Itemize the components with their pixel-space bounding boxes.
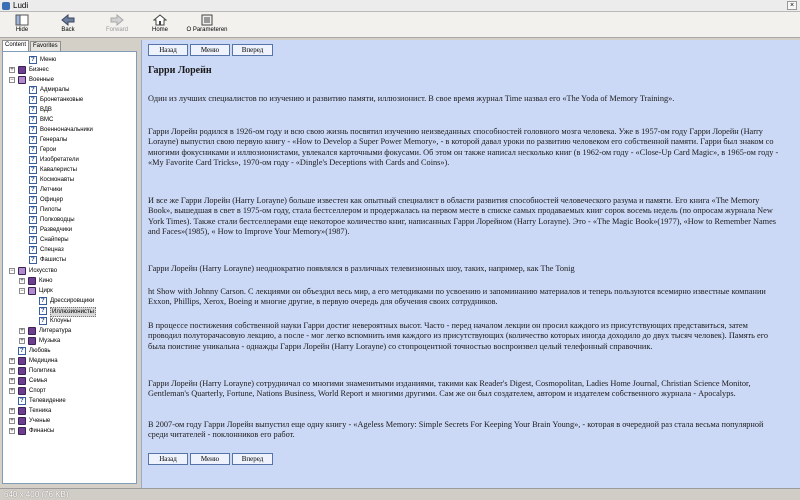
home-icon: [153, 14, 167, 26]
help-page-icon: [39, 297, 47, 305]
help-page-icon: [29, 176, 37, 184]
help-page-icon: [18, 347, 26, 355]
home-label: Home: [151, 27, 168, 33]
expand-icon[interactable]: +: [10, 67, 14, 73]
forward-arrow-icon: [110, 14, 124, 26]
open-book-icon: [28, 287, 36, 295]
nav-forward-button[interactable]: Вперед: [232, 453, 273, 465]
nav-back-button[interactable]: Назад: [148, 453, 188, 465]
window-title: Ludi: [13, 1, 29, 10]
article-paragraph: И все же Гарри Лорейн (Harry Lorayne) больше известен как опытный специалист в области развития способностей человеческого разума и памяти. Его книга «The Memory Book», вышедшая в свет в 1975-ом году, стала бестселлером и продержалась на первом месте в списке самых продаваемых книг сорок восемь недель (по опросам журнала New York Times). Также стали бестселлерами еще некоторое количество книг, написанных Гарри Лорейном (Harry Lorayne). Это - «The Magic Book»(1977), «How to Remember Names and Faces»(1985), « How to Improve Your Memory»(1987).: [148, 196, 777, 236]
parameters-icon: [200, 14, 214, 26]
back-label: Back: [61, 27, 75, 33]
book-icon: [18, 367, 26, 375]
expand-icon[interactable]: +: [10, 428, 14, 434]
forward-button[interactable]: [102, 14, 132, 36]
book-icon: [18, 357, 26, 365]
help-page-icon: [39, 317, 47, 325]
help-page-icon: [29, 116, 37, 124]
book-icon: [18, 377, 26, 385]
status-bar: [0, 488, 800, 500]
nav-back-button[interactable]: Назад: [148, 44, 188, 56]
help-page-icon: [29, 246, 37, 254]
hide-icon: [15, 14, 29, 26]
open-book-icon: [18, 267, 26, 275]
expand-icon[interactable]: +: [10, 418, 14, 424]
help-page-icon: [29, 166, 37, 174]
hide-button[interactable]: [10, 14, 34, 36]
tab-content[interactable]: Content: [2, 40, 29, 51]
open-book-icon: [18, 76, 26, 84]
contents-tree: ? Меню + Бизнес − Военные ? Адмиралы ? Бронетанковые ? ВДВ ? ВМС ? Военноначальники ? Генералы ? Герои ? Изобретатели ? Кавалеристы ? Космонавты ? Летчики ? Офицер ? Пилоты ? Полководцы ? Разведчики ? Снайперы ? Спецназ ? Фашисты − Искусство + Кино − Цирк ? Дрессировщики ? Иллюзионисты ? Клоуны + Литература + Музыка ? Любовь + Медицина + Политика + Семья + Спорт ? Телевидение + Техника + Ученые + Финансы: [2, 51, 137, 484]
help-page-icon: [29, 56, 37, 64]
help-page-icon: [29, 126, 37, 134]
help-page-icon: [29, 256, 37, 264]
home-button[interactable]: [148, 14, 172, 36]
back-button[interactable]: [56, 14, 80, 36]
book-icon: [18, 407, 26, 415]
help-page-icon: [29, 106, 37, 114]
forward-label: Forward: [105, 27, 128, 33]
close-window-button[interactable]: ×: [787, 1, 797, 10]
help-page-icon: [29, 206, 37, 214]
book-icon: [18, 427, 26, 435]
article-paragraph: Гарри Лорейн (Harry Lorayne) неоднократно появлялся в различных телевизионных шоу, таких, например, как The Tonig: [148, 264, 575, 273]
article-title: Гарри Лорейн: [148, 65, 212, 76]
app-icon: [2, 2, 10, 10]
expand-icon[interactable]: +: [10, 368, 14, 374]
hide-label: Hide: [15, 27, 29, 33]
tab-favorites[interactable]: Favorites: [30, 41, 61, 51]
collapse-icon[interactable]: −: [10, 77, 14, 83]
nav-forward-button[interactable]: Вперед: [232, 44, 273, 56]
expand-icon[interactable]: +: [20, 338, 24, 344]
expand-icon[interactable]: +: [10, 408, 14, 414]
help-page-icon: [29, 216, 37, 224]
back-arrow-icon: [61, 14, 75, 26]
toolbar: [0, 12, 800, 38]
book-icon: [28, 327, 36, 335]
title-bar: [0, 0, 800, 12]
nav-menu-button[interactable]: Меню: [190, 453, 230, 465]
help-page-icon: [29, 136, 37, 144]
help-page-icon: [29, 96, 37, 104]
article-paragraph: ht Show with Johnny Carson. С лекциями он объездил весь мир, а его методиками по усвоению и запоминанию материалов и теперь пользуются всемирно известные компании Exxon, Phillips, Xerox, Boeing и многие другие, в первую очередь для обучения своих сотрудников.: [148, 287, 766, 307]
book-icon: [18, 66, 26, 74]
article-paragraph: В 2007-ом году Гарри Лорейн выпустил еще одну книгу - «Ageless Memory: Simple Secrets For Keeping Your Brain Young», - которая в очередной раз стала весьма популярной среди читателей - поклонников его работ.: [148, 420, 764, 440]
article-paragraph: Гарри Лорейн (Harry Lorayne) сотрудничал со многими знаменитыми изданиями, такими как Reader's Digest, Cosmopolitan, Ladies Home Journal, Christian Science Monitor, Gentleman's Quarterly, Fortune, Nations Business, World Report и многими другими. Сам же он был создателем, автором и издателем собственного журнала - Apocalyps.: [148, 379, 751, 399]
book-icon: [28, 277, 36, 285]
help-page-icon: [29, 156, 37, 164]
parameters-button[interactable]: [186, 14, 228, 36]
collapse-icon[interactable]: −: [20, 288, 24, 294]
expand-icon[interactable]: +: [20, 278, 24, 284]
article-paragraph: В процессе постижения собственной науки Гарри достиг невероятных высот. Часто - перед началом лекции он просил каждого из присутствующих представиться, затем проводил полуторачасовую лекцию, а после - мог легко вспомнить имя каждого из присутствующих (количество которых иногда доходило до двух тысяч человек). Память его была поистине уникальна - однажды Гарри Лорейн (Harry Lorayne) со стопроцентной точностью воспроизвел целый телефонный справочник.: [148, 321, 769, 351]
help-page-icon: [18, 397, 26, 405]
help-page-icon: [29, 146, 37, 154]
expand-icon[interactable]: +: [20, 328, 24, 334]
expand-icon[interactable]: +: [10, 388, 14, 394]
expand-icon[interactable]: +: [10, 378, 14, 384]
help-page-icon: [29, 226, 37, 234]
parameters-label: O Parameteren: [186, 27, 228, 33]
nav-menu-button[interactable]: Меню: [190, 44, 230, 56]
book-icon: [18, 417, 26, 425]
book-icon: [18, 387, 26, 395]
help-page-icon: [29, 186, 37, 194]
sidebar-tabs: [2, 40, 137, 51]
book-icon: [28, 337, 36, 345]
article-paragraph: Гарри Лорейн родился в 1926-ом году и всю свою жизнь посвятил изучению неизведанных способностей головного мозга человека. Уже в 1957-ом году Гарри Лорейн (Harry Lorayne) выпустил свою первую книгу - «How to Develop a Super Power Memory», - в которой давал уроки по развитию человеком его собственной памяти. Гарри был знаком со многими фокусниками и иллюзионистами, увлекался карточными фокусами. Об этом он также написал несколько книг (в 1962-ом году - «Close-Up Card Magic», в 1965-ом году - «My Favorite Card Tricks», 1970-ом году - «Dingle's Deceptions with Cards and Coins»).: [148, 127, 779, 167]
help-page-icon: [29, 236, 37, 244]
collapse-icon[interactable]: −: [10, 268, 14, 274]
help-page-icon: [29, 196, 37, 204]
expand-icon[interactable]: +: [10, 358, 14, 364]
image-info: 640 x 400 (76 KB): [4, 490, 69, 499]
content-pane: [141, 40, 800, 488]
article-paragraph: Один из лучших специалистов по изучению и развитию памяти, иллюзионист. В свое время журнал Time назвал его «The Yoda of Memory Training».: [148, 94, 675, 103]
help-page-icon: [29, 86, 37, 94]
help-page-icon: [39, 307, 47, 315]
